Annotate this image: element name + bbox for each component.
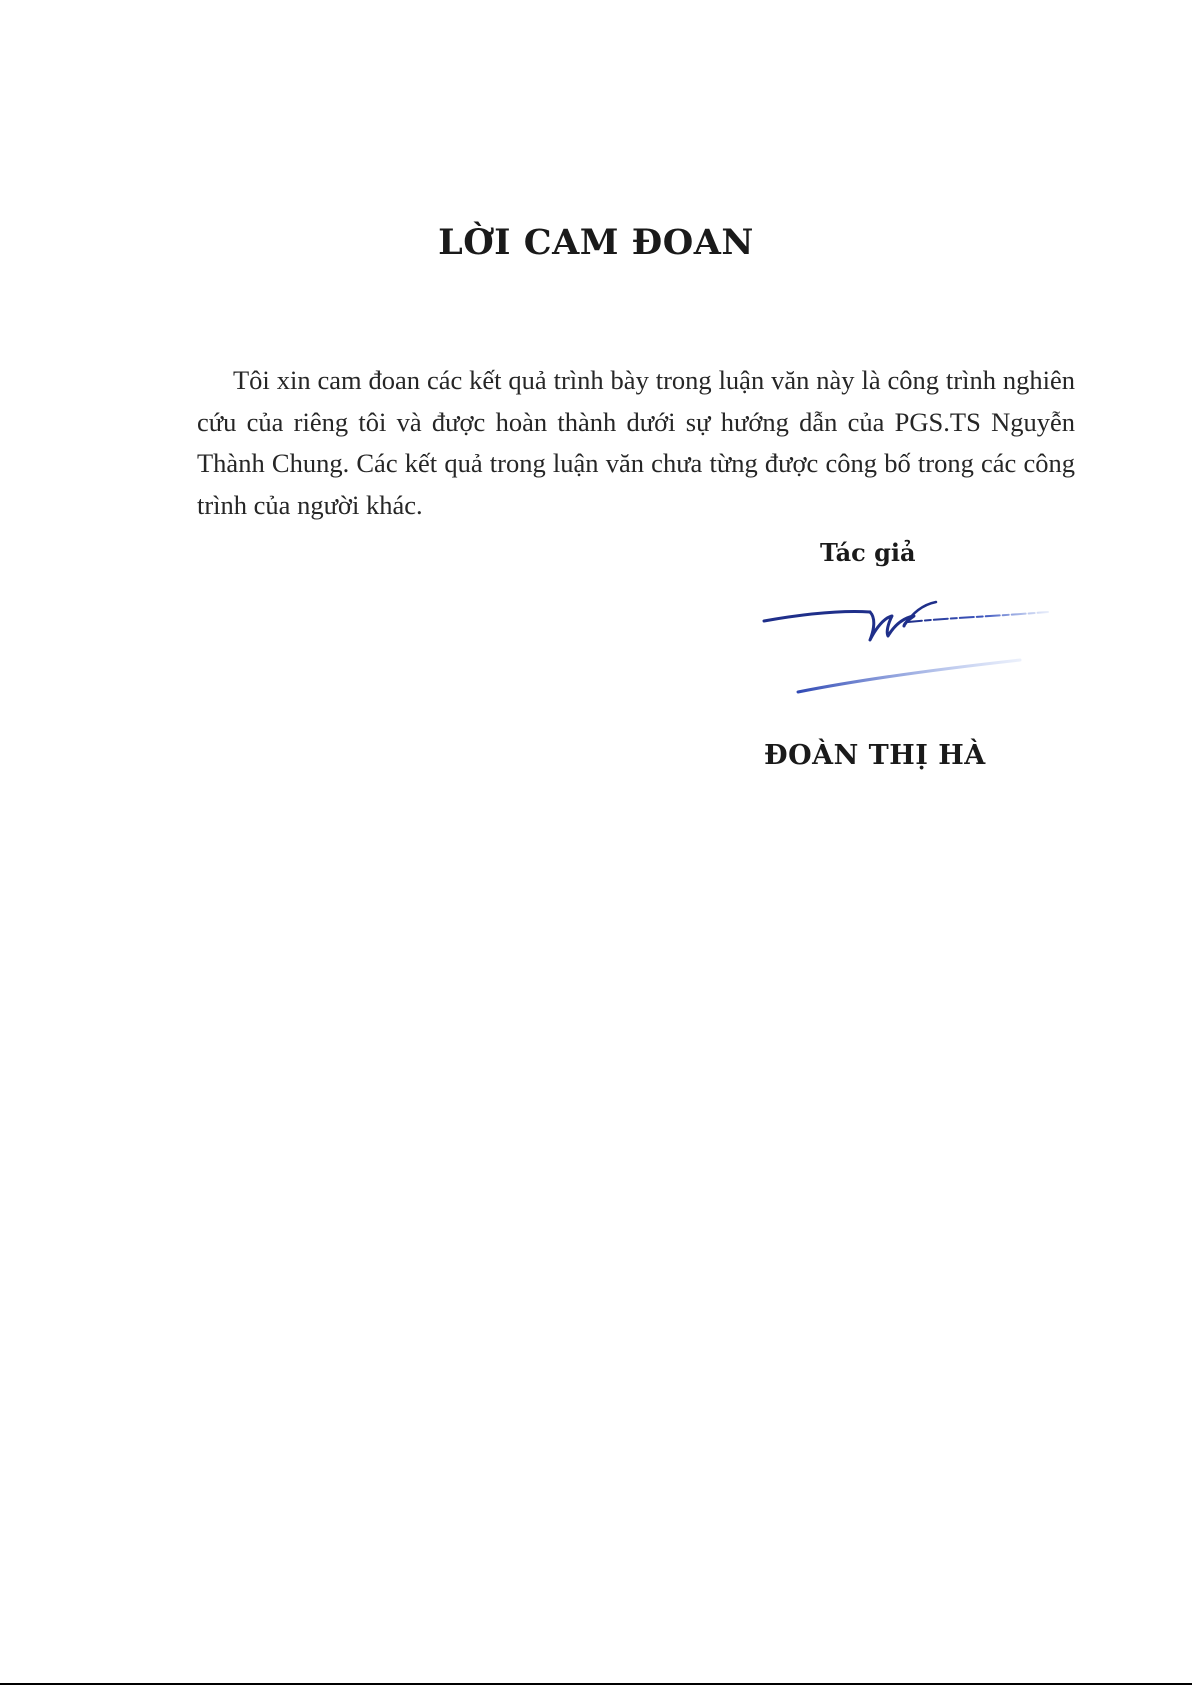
declaration-paragraph: Tôi xin cam đoan các kết quả trình bày trong luận văn này là công trình nghiên cứu của riêng tôi và được hoàn thành dưới sự hướng dẫn của PGS.TS Nguyễn Thành Chung. Các kết quả trong luận văn chưa từng được công bố trong các công trình của người khác. bbox=[197, 365, 1075, 521]
author-label: Tác giả bbox=[820, 538, 916, 567]
author-name: ĐOÀN THỊ HÀ bbox=[764, 740, 986, 771]
signature-image bbox=[758, 588, 1058, 708]
page-title: LỜI CAM ĐOAN bbox=[438, 222, 754, 263]
